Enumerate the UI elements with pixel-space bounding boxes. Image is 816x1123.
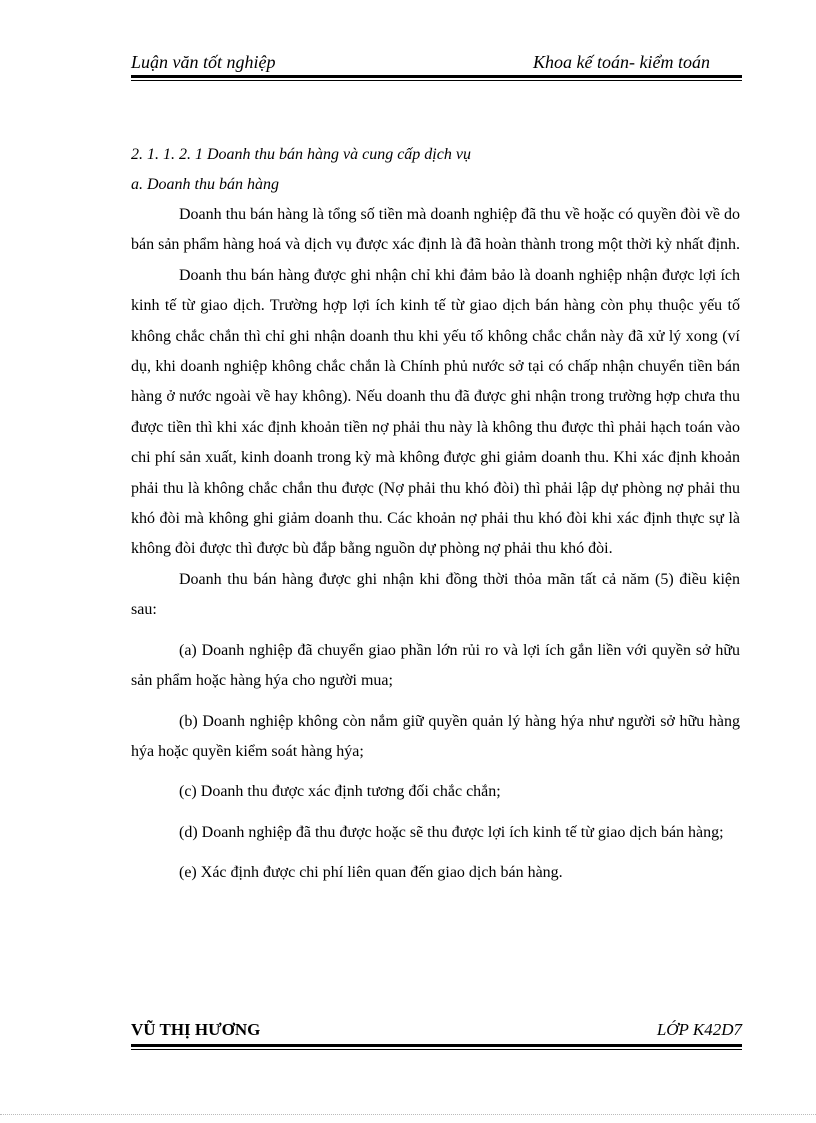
section-heading: 2. 1. 1. 2. 1 Doanh thu bán hàng và cung cấp dịch vụ — [131, 146, 471, 163]
paragraph-conditions-intro: Doanh thu bán hàng được ghi nhận khi đồng thời thỏa mãn tất cả năm (5) điều kiện sau: — [131, 570, 740, 619]
paragraph-definition: Doanh thu bán hàng là tổng số tiền mà doanh nghiệp đã thu về hoặc có quyền đòi về do bán sản phẩm hàng hoá và dịch vụ được xác định là đã hoàn thành trong một thời kỳ nhất định. — [131, 206, 741, 254]
condition-e: (e) Xác định được chi phí liên quan đến giao dịch bán hàng. — [179, 864, 563, 882]
condition-b: (b) Doanh nghiệp không còn nắm giữ quyền quản lý hàng hýa như người sở hữu hàng hýa hoặc quyền kiểm soát hàng hýa; — [131, 712, 740, 760]
footer-class: LỚP K42D7 — [656, 1020, 742, 1039]
paragraph-recognition: Doanh thu bán hàng được ghi nhận chỉ khi đảm bảo là doanh nghiệp nhận được lợi ích kinh tế từ giao dịch. Trường hợp lợi ích kinh tế từ giao dịch bán hàng còn phụ thuộc yếu tố không chắc chắn thì chỉ ghi nhận doanh thu khi yếu tố không chắc chắn này đã xử lý xong (ví dụ, khi doanh nghiệp không chắc chắn là Chính phủ nước sở tại có chấp nhận chuyển tiền bán hàng ở nước ngoài về hay không). Nếu doanh thu đã được ghi nhận trong trường hợp chưa thu được tiền thì khi xác định khoản tiền nợ phải thu này là không thu được thì phải hạch toán vào chi phí sản xuất, kinh doanh trong kỳ mà không được ghi giảm doanh thu. Khi xác định khoản phải thu là không chắc chắn thu được (Nợ phải thu khó đòi) thì phải lập dự phòng nợ phải thu khó đòi mà không ghi giảm doanh thu. Các khoản nợ phải thu khó đòi khi xác định thực sự là không đòi được thì được bù đắp bằng nguồn dự phòng nợ phải thu khó đòi. — [131, 266, 740, 558]
footer-rule-thin — [131, 1049, 742, 1050]
header-faculty-label: Khoa kế toán- kiểm toán — [533, 52, 710, 72]
header-thesis-label: Luận văn tốt nghiệp — [131, 52, 276, 72]
subsection-heading: a. Doanh thu bán hàng — [131, 176, 279, 193]
header-rule-thin — [131, 80, 742, 81]
condition-a: (a) Doanh nghiệp đã chuyển giao phần lớn rủi ro và lợi ích gắn liền với quyền sở hữu sản phẩm hoặc hàng hýa cho người mua; — [131, 641, 740, 690]
condition-c: (c) Doanh thu được xác định tương đối chắc chắn; — [179, 783, 501, 801]
page-footer — [131, 1020, 742, 1042]
header-rule-thick — [131, 75, 742, 78]
footer-author: VŨ THỊ HƯƠNG — [131, 1020, 261, 1039]
footer-rule-thick — [131, 1044, 742, 1047]
page-body — [131, 140, 740, 899]
page-edge-line — [0, 1114, 816, 1115]
condition-d: (d) Doanh nghiệp đã thu được hoặc sẽ thu được lợi ích kinh tế từ giao dịch bán hàng; — [179, 823, 724, 841]
page-header — [131, 52, 742, 74]
